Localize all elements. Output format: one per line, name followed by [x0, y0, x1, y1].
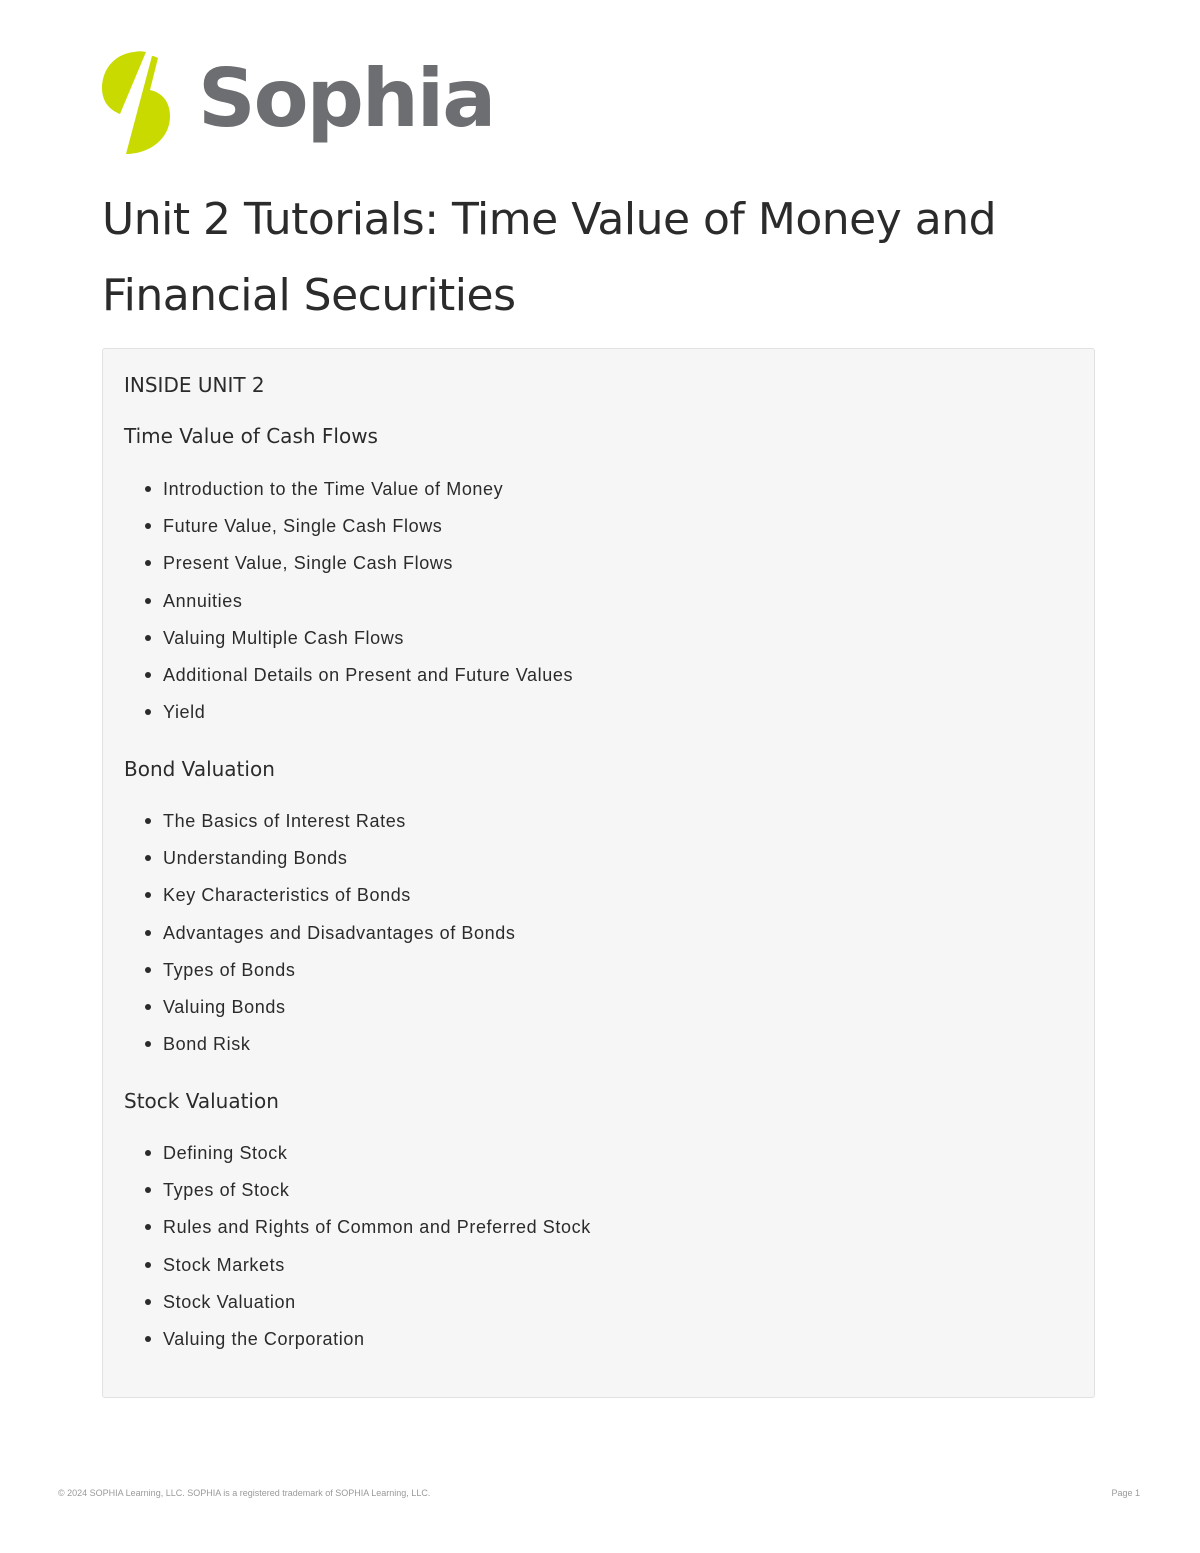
list-item[interactable] [143, 884, 515, 921]
list-item-label: Bond Risk [163, 1034, 251, 1055]
list-item[interactable] [143, 1033, 515, 1070]
section-title-time-value: Time Value of Cash Flows [124, 424, 378, 448]
list-item-label: Additional Details on Present and Future Values [163, 664, 574, 685]
list-item-label: Valuing the Corporation [163, 1328, 365, 1349]
bullet-icon [145, 560, 151, 566]
inside-unit-box [102, 348, 1095, 1398]
bullet-icon [145, 1004, 151, 1010]
list-item[interactable] [143, 1328, 591, 1365]
list-item[interactable] [143, 590, 573, 627]
list-item[interactable] [143, 1216, 591, 1253]
list-item-label: Valuing Multiple Cash Flows [163, 627, 404, 648]
bullet-icon [145, 709, 151, 715]
list-item-label: Valuing Bonds [163, 996, 286, 1017]
sophia-wordmark: Sophia [198, 52, 495, 145]
list-item[interactable] [143, 627, 573, 664]
list-item[interactable] [143, 1291, 591, 1328]
list-item-label: Types of Stock [163, 1180, 290, 1201]
list-item[interactable] [143, 810, 515, 847]
bullet-icon [145, 1150, 151, 1156]
list-item[interactable] [143, 922, 515, 959]
sophia-logo [100, 50, 494, 156]
list-item[interactable] [143, 701, 573, 738]
section-list-time-value [143, 478, 573, 738]
bullet-icon [145, 1262, 151, 1268]
inside-unit-heading: INSIDE UNIT 2 [124, 373, 265, 397]
list-item-label: Stock Valuation [163, 1291, 296, 1312]
list-item[interactable] [143, 959, 515, 996]
list-item[interactable] [143, 552, 573, 589]
list-item[interactable] [143, 1142, 591, 1179]
bullet-icon [145, 818, 151, 824]
list-item-label: Rules and Rights of Common and Preferred Stock [163, 1217, 591, 1238]
list-item-label: Present Value, Single Cash Flows [163, 553, 453, 574]
list-item[interactable] [143, 1179, 591, 1216]
list-item-label: Advantages and Disadvantages of Bonds [163, 922, 516, 943]
bullet-icon [145, 635, 151, 641]
bullet-icon [145, 855, 151, 861]
section-title-stock-valuation: Stock Valuation [124, 1089, 279, 1113]
list-item[interactable] [143, 847, 515, 884]
list-item-label: The Basics of Interest Rates [163, 811, 406, 831]
bullet-icon [145, 1299, 151, 1305]
list-item-label: Introduction to the Time Value of Money [163, 479, 504, 499]
footer-copyright: © 2024 SOPHIA Learning, LLC. SOPHIA is a registered trademark of SOPHIA Learning, LLC. [58, 1488, 431, 1498]
list-item-label: Yield [163, 702, 206, 723]
section-list-stock-valuation [143, 1142, 591, 1365]
bullet-icon [145, 1336, 151, 1342]
list-item-label: Future Value, Single Cash Flows [163, 516, 443, 537]
list-item[interactable] [143, 664, 573, 701]
section-list-bond-valuation [143, 810, 515, 1070]
sophia-s-mark-icon [100, 50, 172, 156]
list-item[interactable] [143, 996, 515, 1033]
list-item-label: Stock Markets [163, 1254, 285, 1275]
list-item[interactable] [143, 515, 573, 552]
list-item-label: Annuities [163, 590, 243, 611]
bullet-icon [145, 672, 151, 678]
bullet-icon [145, 1187, 151, 1193]
bullet-icon [145, 1224, 151, 1230]
bullet-icon [145, 930, 151, 936]
footer-page-number: Page 1 [1111, 1488, 1140, 1498]
list-item-label: Key Characteristics of Bonds [163, 885, 411, 906]
section-title-bond-valuation: Bond Valuation [124, 757, 275, 781]
bullet-icon [145, 892, 151, 898]
bullet-icon [145, 967, 151, 973]
page-title: Unit 2 Tutorials: Time Value of Money and Financial Securities [102, 194, 997, 321]
bullet-icon [145, 1041, 151, 1047]
list-item-label: Defining Stock [163, 1143, 288, 1163]
list-item-label: Understanding Bonds [163, 848, 348, 869]
bullet-icon [145, 598, 151, 604]
list-item[interactable] [143, 1254, 591, 1291]
list-item-label: Types of Bonds [163, 959, 296, 980]
bullet-icon [145, 486, 151, 492]
list-item[interactable] [143, 478, 573, 515]
bullet-icon [145, 523, 151, 529]
